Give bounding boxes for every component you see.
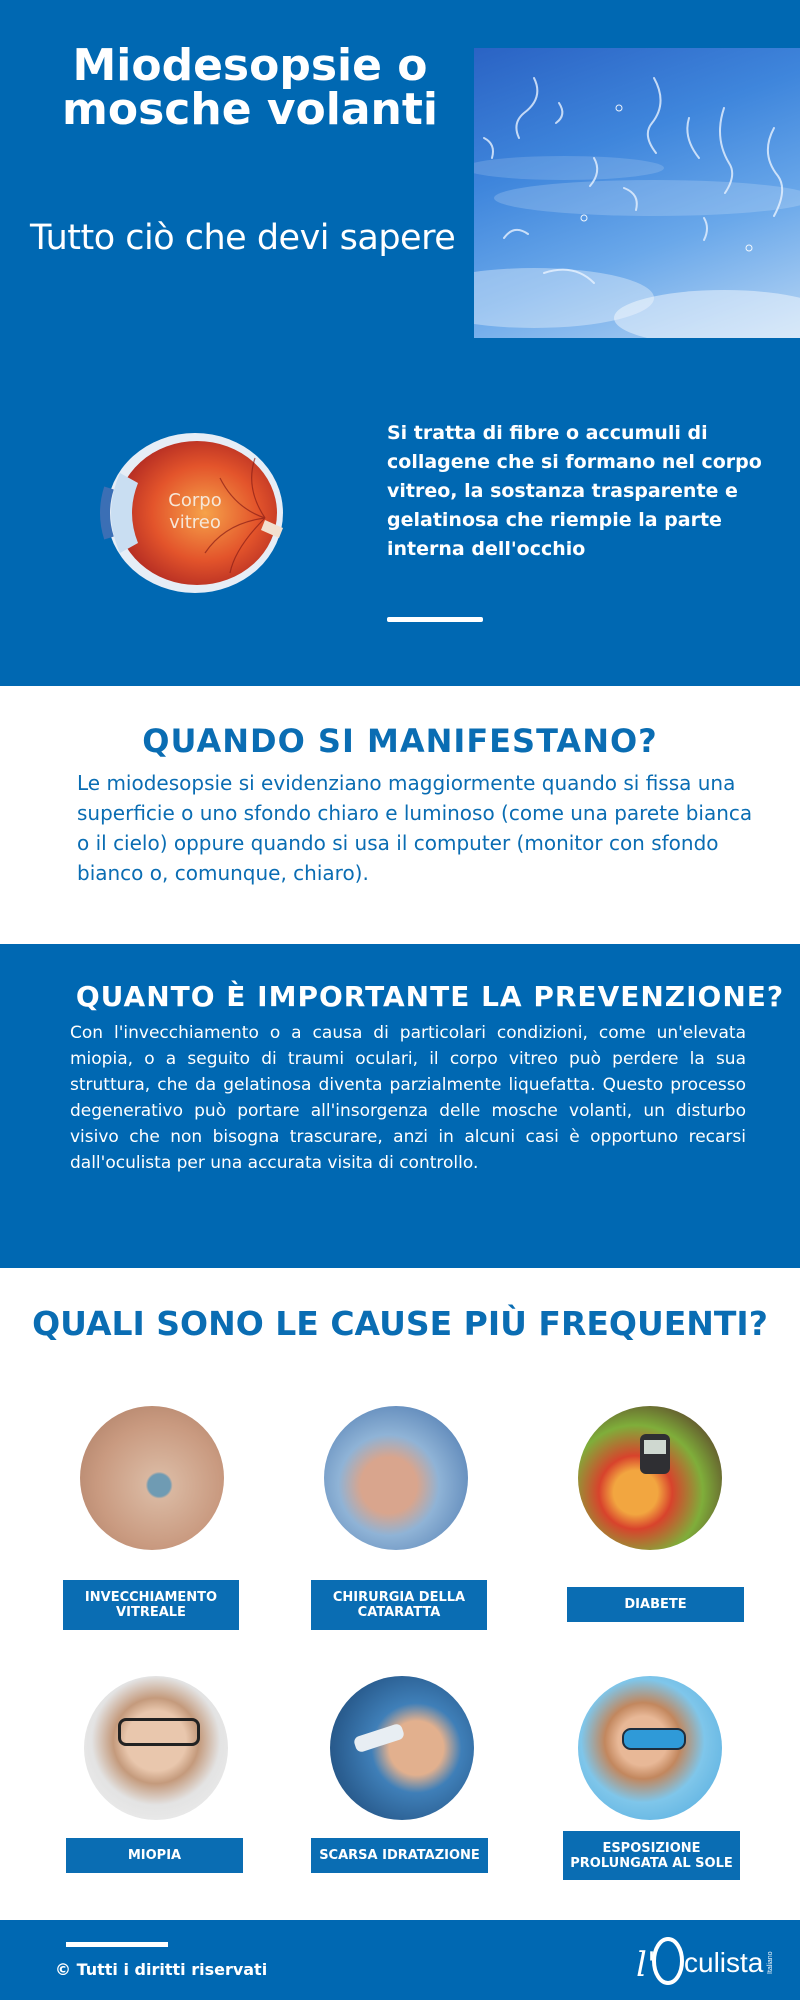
cause-label-diabete: DIABETE (567, 1587, 744, 1622)
quando-text: Le miodesopsie si evidenziano maggiormente quando si fissa una superficie o uno sfondo chiaro e luminoso (come una parete bianca o il cielo) oppure quando si usa il computer (monitor con sfondo bianco o, comunque, chiaro). (77, 771, 753, 885)
page-title: Miodesopsie o mosche volanti (62, 40, 438, 135)
cause-label-invecchiamento: INVECCHIAMENTO VITREALE (63, 1580, 239, 1630)
cause-title: QUALI SONO LE CAUSE PIÙ FREQUENTI? (32, 1304, 768, 1343)
svg-text:l': l' (636, 1945, 657, 1985)
eye-label: Corpo vitreo (168, 490, 222, 533)
sun-exposure-photo (578, 1676, 722, 1820)
aging-eye-photo (80, 1406, 224, 1550)
cause-label-cataratta: CHIRURGIA DELLA CATARATTA (311, 1580, 487, 1630)
prevenzione-text: Con l'invecchiamento o a causa di particolari condizioni, come un'elevata miopia, o a seguito di traumi oculari, il corpo vitreo può perdere la sua struttura, che da gelatinosa diventa parzialmente liquefatta. Questo processo degenerativo può portare all'insorgenza delle mosche volanti, un disturbo visivo che non bisogna trascurare, anzi in alcuni casi è opportuno recarsi dall'oculista per una accurata visita di controllo. (70, 1023, 746, 1173)
cause-section (0, 1268, 800, 1920)
prevenzione-title: QUANTO È IMPORTANTE LA PREVENZIONE? (75, 980, 785, 1013)
hero-section (0, 0, 800, 686)
cause-label-miopia: MIOPIA (66, 1838, 243, 1873)
cataract-surgery-photo (324, 1406, 468, 1550)
footer-divider (66, 1942, 168, 1947)
hydration-photo (330, 1676, 474, 1820)
cause-label-idratazione: SCARSA IDRATAZIONE (311, 1838, 488, 1873)
page-subtitle: Tutto ciò che devi sapere (30, 218, 456, 258)
divider (387, 617, 483, 622)
quando-title: QUANDO SI MANIFESTANO? (142, 722, 658, 760)
svg-text:Italiano: Italiano (767, 1951, 774, 1974)
eye-diagram (95, 428, 285, 598)
copyright-text: © Tutti i diritti riservati (55, 1960, 268, 1979)
svg-text:culista: culista (684, 1947, 764, 1978)
hero-description: Si tratta di fibre o accumuli di collagene che si formano nel corpo vitreo, la sostanza trasparente e gelatinosa che riempie la parte interna dell'occhio (387, 422, 762, 560)
footer (0, 1920, 800, 2000)
cause-label-sole: ESPOSIZIONE PROLUNGATA AL SOLE (563, 1831, 740, 1880)
oculista-logo (632, 1930, 782, 1988)
diabetes-photo (578, 1406, 722, 1550)
quando-section (0, 686, 800, 944)
myopia-photo (84, 1676, 228, 1820)
prevenzione-section (0, 944, 800, 1268)
sky-floaters-image (474, 48, 800, 338)
